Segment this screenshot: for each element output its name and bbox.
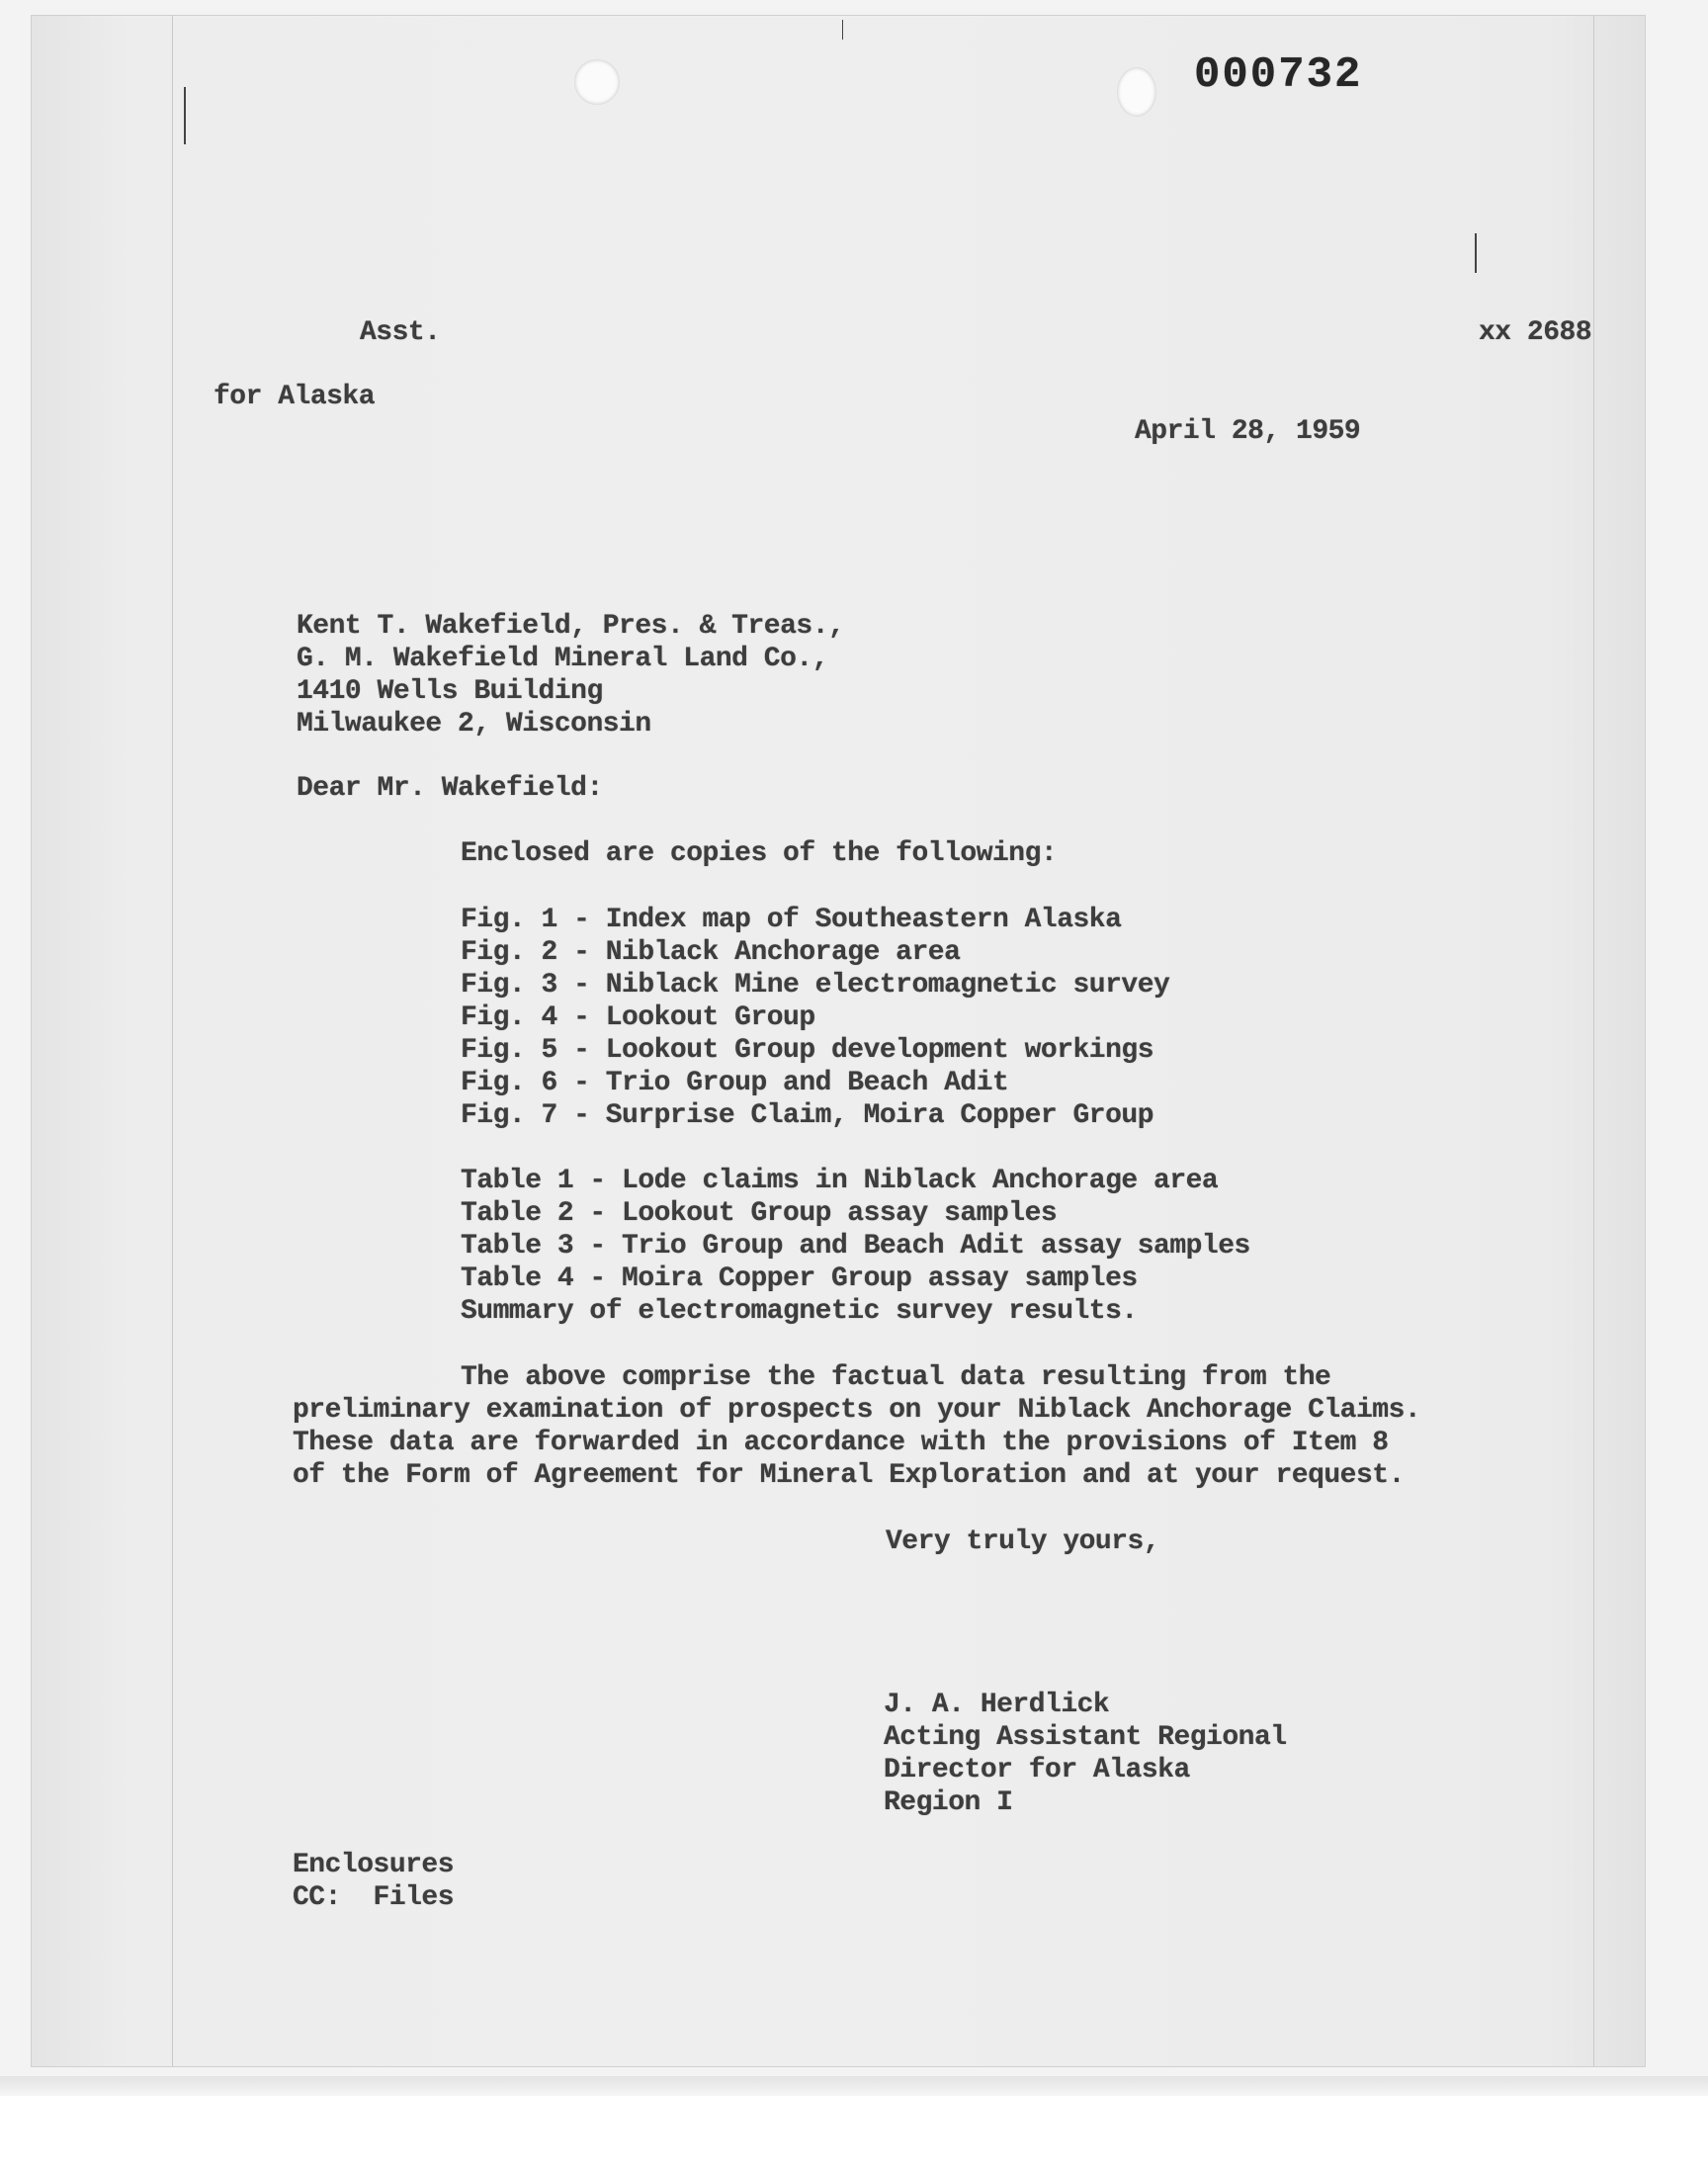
table-item: Table 1 - Lode claims in Niblack Anchorage area <box>461 1166 1219 1196</box>
closing: Very truly yours, <box>886 1526 1160 1557</box>
table-item: Table 3 - Trio Group and Beach Adit assay samples <box>461 1231 1250 1262</box>
figure-item: Fig. 7 - Surprise Claim, Moira Copper Group <box>461 1100 1154 1131</box>
table-item: Table 4 - Moira Copper Group assay samples <box>461 1263 1138 1294</box>
reference-number: xx 2688 <box>1479 317 1592 348</box>
header-asst: Asst. <box>360 317 441 348</box>
enclosures-note: Enclosures <box>293 1850 455 1880</box>
scan-mark <box>1475 233 1477 273</box>
cc-note: CC: Files <box>293 1882 455 1913</box>
signer-region: Region I <box>884 1787 1013 1818</box>
table-item: Table 2 - Lookout Group assay samples <box>461 1198 1058 1229</box>
document-number-stamp: 000732 <box>1194 50 1363 100</box>
salutation: Dear Mr. Wakefield: <box>297 773 603 804</box>
signer-title: Acting Assistant Regional <box>884 1722 1287 1753</box>
scan-mark <box>842 20 843 40</box>
scan-guide-line <box>172 16 173 2066</box>
recipient-line: Kent T. Wakefield, Pres. & Treas., <box>297 611 845 642</box>
letter-date: April 28, 1959 <box>1135 416 1361 447</box>
body-line: preliminary examination of prospects on your Niblack Anchorage Claims. <box>293 1395 1421 1426</box>
scan-edge <box>0 2076 1708 2096</box>
body-line: The above comprise the factual data resulting from the <box>461 1362 1331 1393</box>
figure-item: Fig. 1 - Index map of Southeastern Alaska <box>461 905 1122 935</box>
signer-name: J. A. Herdlick <box>884 1690 1110 1720</box>
punch-hole <box>574 59 620 105</box>
intro-line: Enclosed are copies of the following: <box>461 838 1058 869</box>
figure-item: Fig. 4 - Lookout Group <box>461 1002 815 1033</box>
scan-mark <box>184 87 186 144</box>
body-line: of the Form of Agreement for Mineral Exploration and at your request. <box>293 1460 1405 1491</box>
scan-guide-line <box>1593 16 1594 2066</box>
figure-item: Fig. 3 - Niblack Mine electromagnetic survey <box>461 970 1170 1000</box>
recipient-line: 1410 Wells Building <box>297 676 603 707</box>
recipient-line: Milwaukee 2, Wisconsin <box>297 709 651 740</box>
figure-item: Fig. 6 - Trio Group and Beach Adit <box>461 1068 1009 1098</box>
punch-hole <box>1117 67 1156 117</box>
figure-item: Fig. 2 - Niblack Anchorage area <box>461 937 961 968</box>
recipient-line: G. M. Wakefield Mineral Land Co., <box>297 644 828 674</box>
signer-title: Director for Alaska <box>884 1755 1190 1785</box>
body-line: These data are forwarded in accordance with the provisions of Item 8 <box>293 1428 1389 1458</box>
header-for-alaska: for Alaska <box>214 382 376 412</box>
table-item: Summary of electromagnetic survey results. <box>461 1296 1138 1327</box>
figure-item: Fig. 5 - Lookout Group development workings <box>461 1035 1154 1066</box>
